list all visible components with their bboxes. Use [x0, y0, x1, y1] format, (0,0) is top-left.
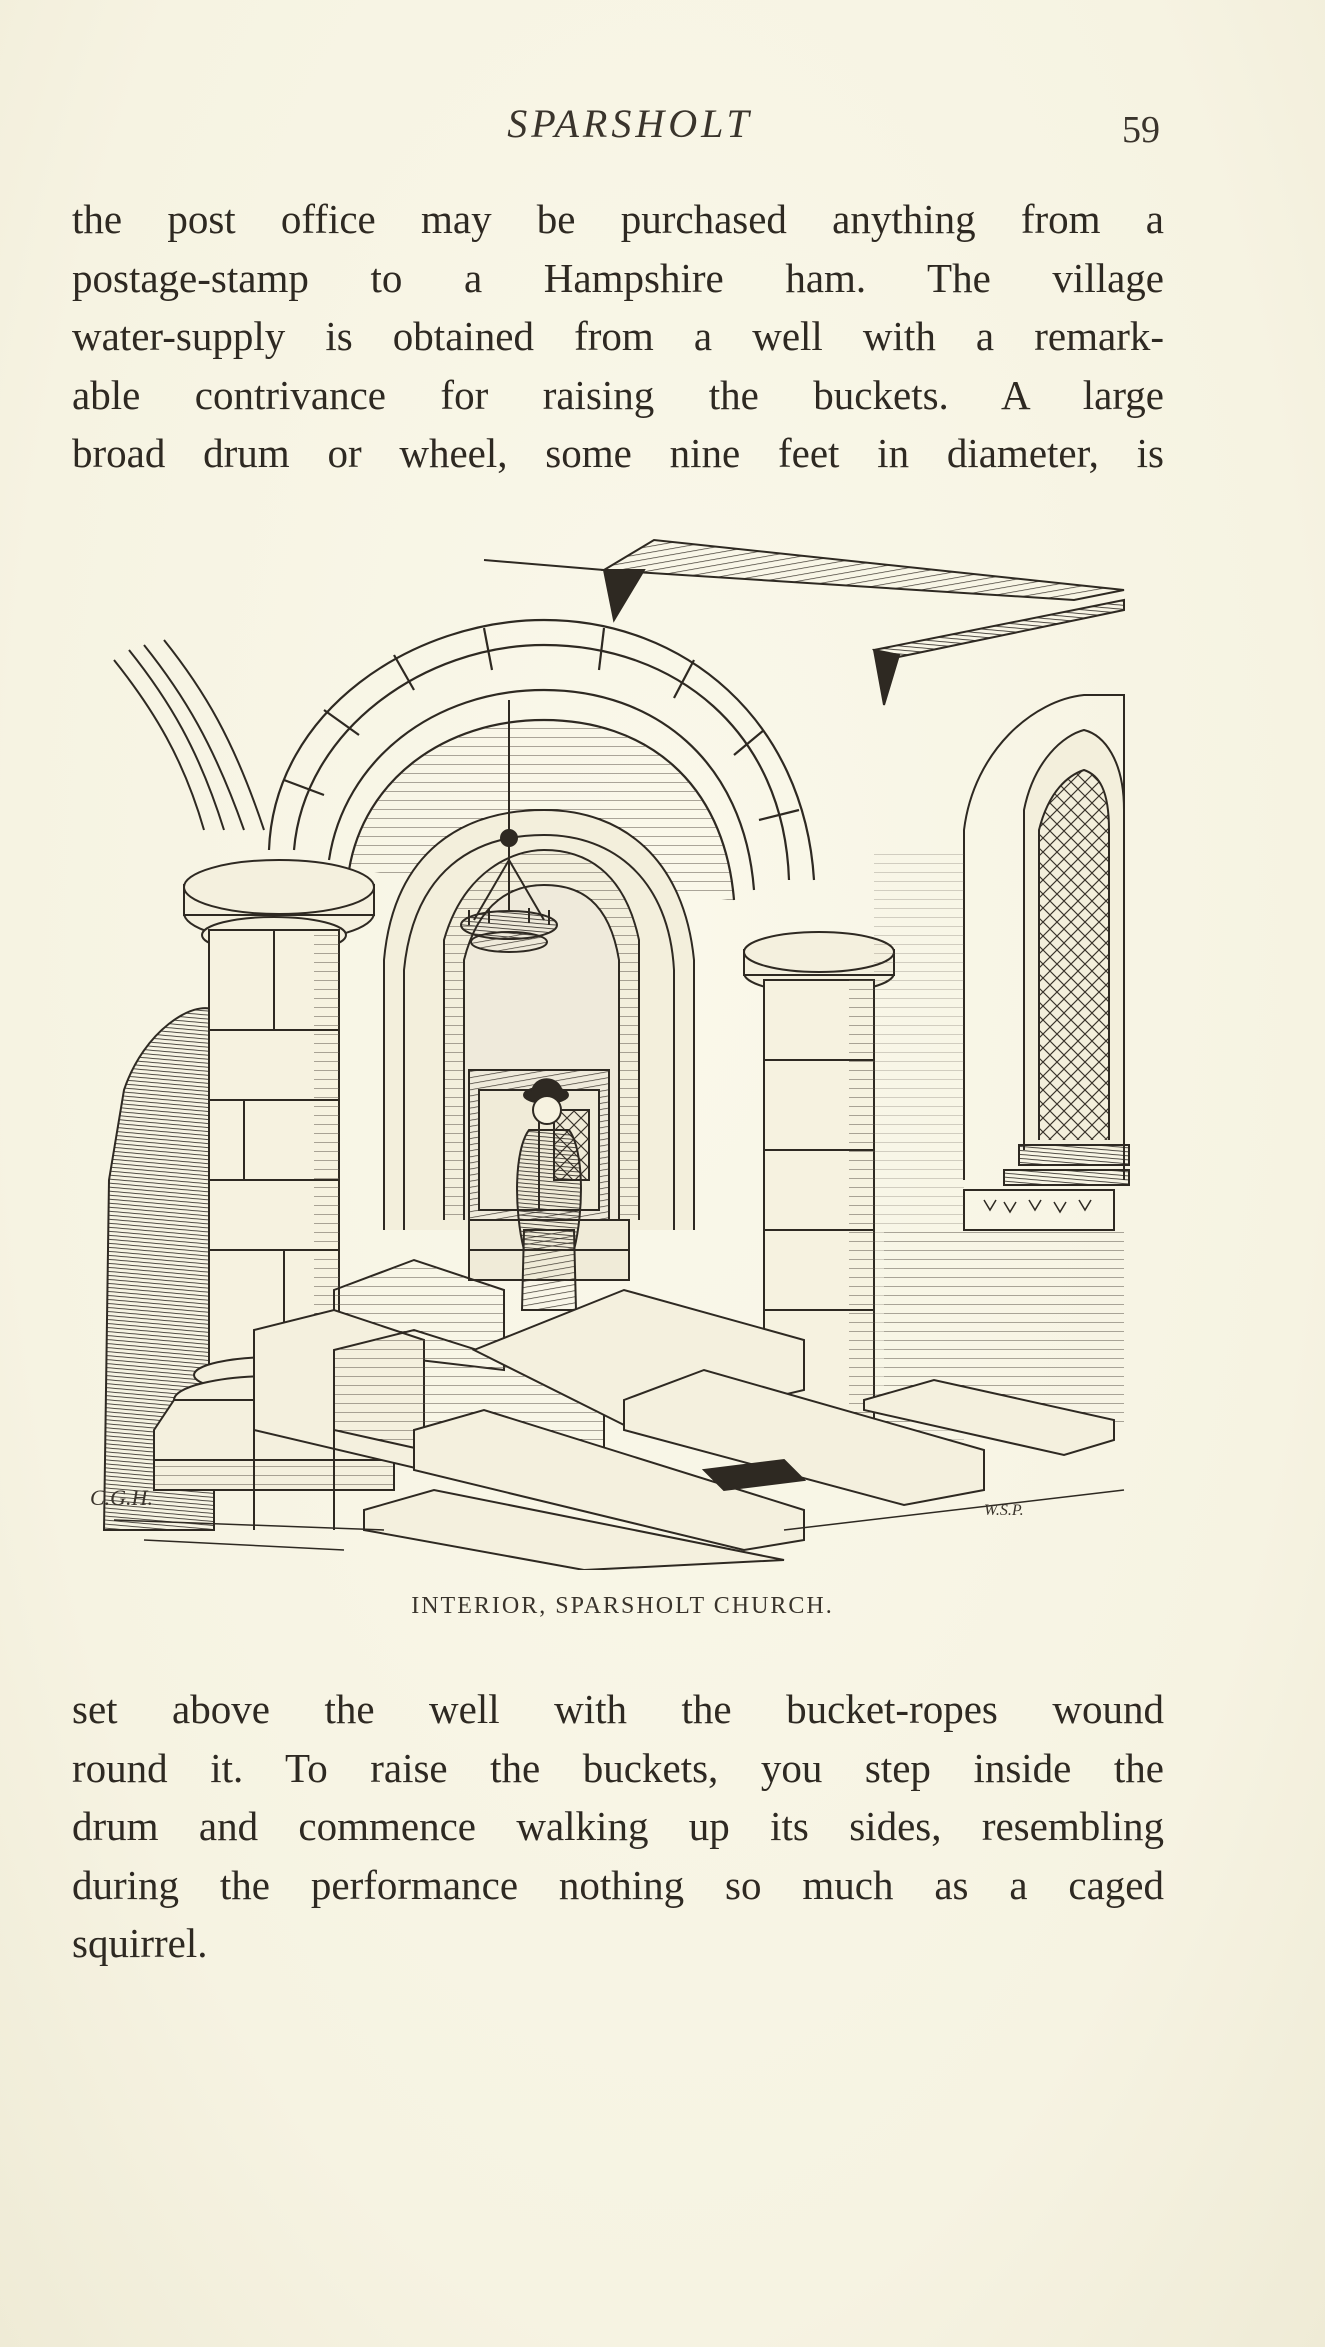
text-line: postage-stamp to a Hampshire ham. The village: [72, 254, 1164, 301]
text-line: water-supply is obtained from a well with a remark-: [72, 313, 1164, 359]
figure-caption: INTERIOR, SPARSHOLT CHURCH.: [411, 1593, 834, 1619]
text-line: set above the well with the bucket-ropes wound: [72, 1686, 1164, 1732]
text-line: the post office may be purchased anything from a: [72, 196, 1164, 242]
text-line: during the performance nothing so much as a caged: [72, 1861, 1164, 1908]
text-line: squirrel.: [72, 1920, 208, 1966]
running-title: SPARSHOLT: [507, 101, 753, 146]
page-number: 59: [1122, 109, 1160, 151]
text-line: round it. To raise the buckets, you step inside the: [72, 1744, 1164, 1791]
text-line: drum and commence walking up its sides, resembling: [72, 1803, 1164, 1849]
paragraph-top: [72, 190, 1164, 483]
signature-right: W.S.P.: [984, 1502, 1024, 1519]
wall-shading: [874, 850, 964, 1450]
signature-left: C.G.H.: [90, 1485, 153, 1510]
church-interior-illustration: [84, 530, 1174, 1570]
text-line: broad drum or wheel, some nine feet in diameter, is: [72, 430, 1164, 476]
paragraph-bottom: [72, 1680, 1164, 1973]
text-line: able contrivance for raising the buckets. A large: [72, 371, 1164, 418]
